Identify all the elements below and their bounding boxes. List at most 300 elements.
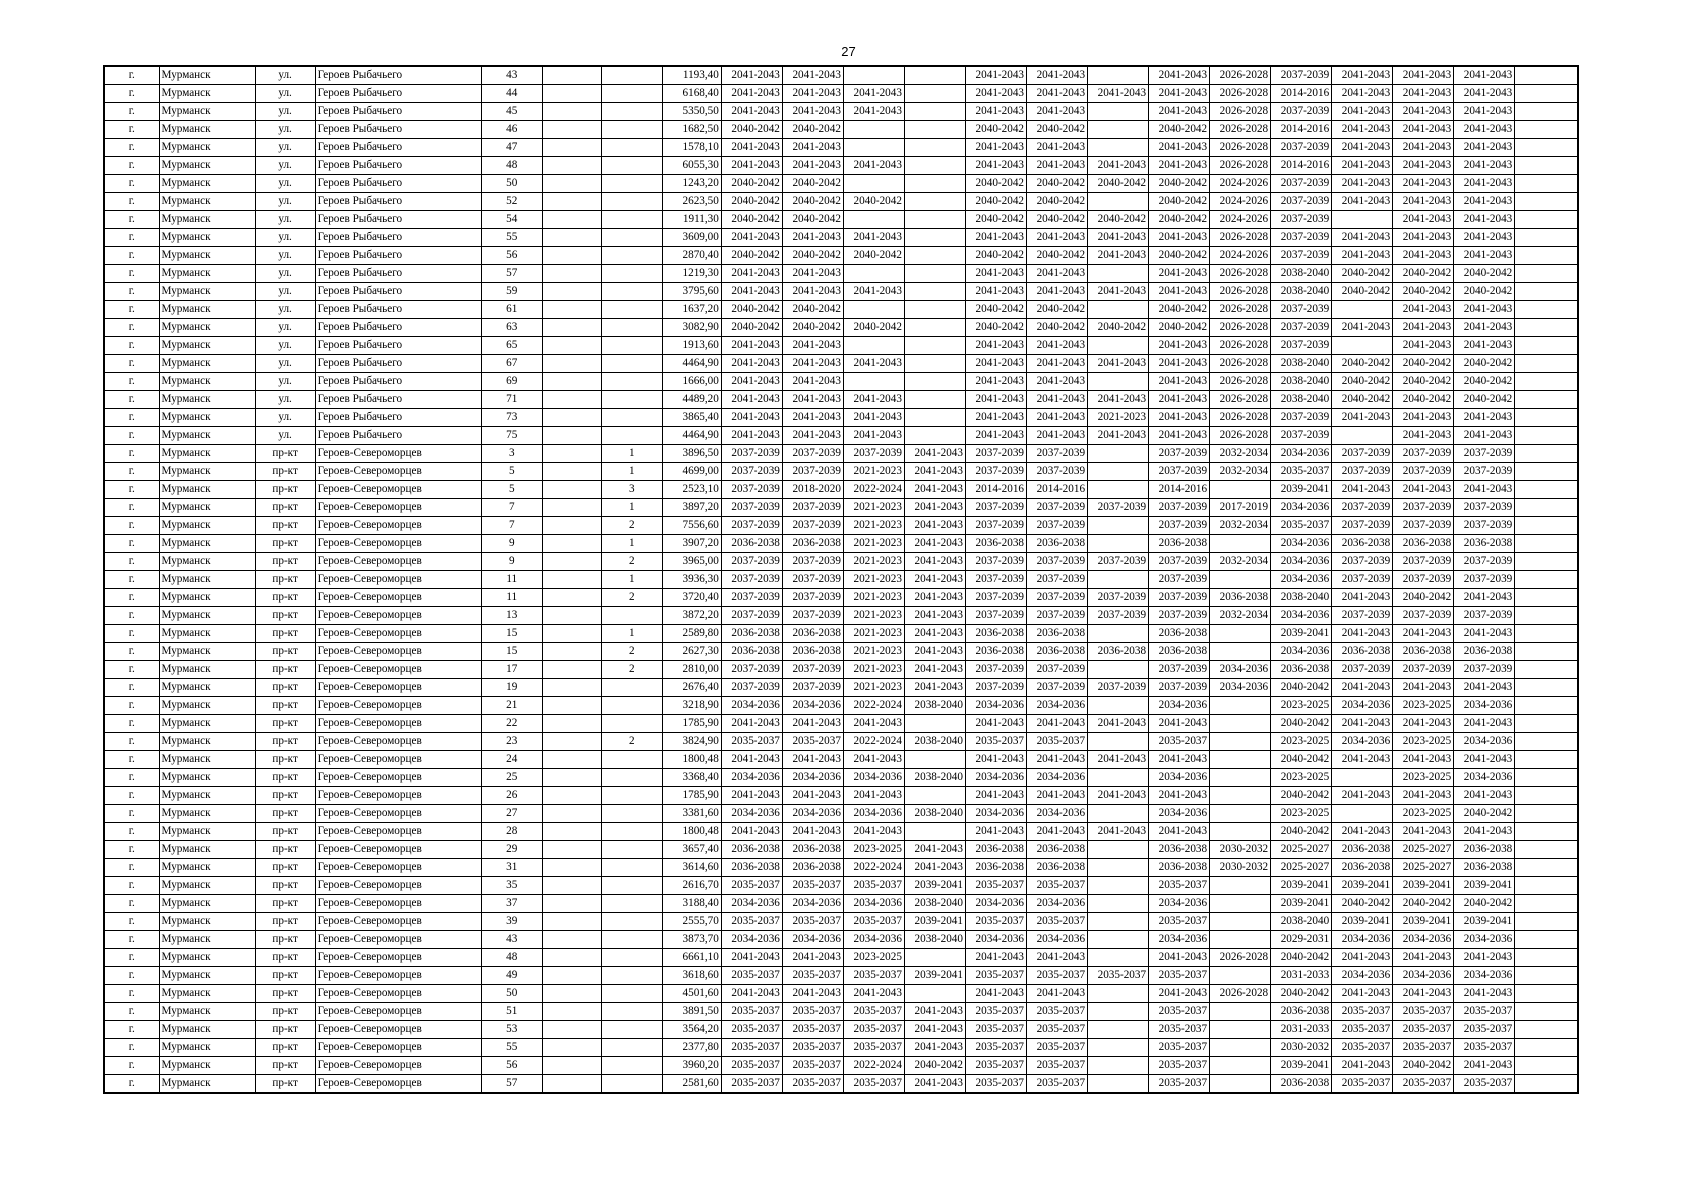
table-cell: Героев Рыбачьего bbox=[315, 247, 481, 265]
table-cell: 2040-2042 bbox=[782, 193, 843, 211]
table-cell: пр-кт bbox=[255, 949, 315, 967]
table-cell: 3824,90 bbox=[662, 733, 721, 751]
table-cell bbox=[1515, 643, 1578, 661]
table-cell: 2041-2043 bbox=[1149, 66, 1210, 85]
table-cell: 2035-2037 bbox=[782, 1075, 843, 1094]
table-cell: 2041-2043 bbox=[904, 1003, 965, 1021]
table-cell: 3564,20 bbox=[662, 1021, 721, 1039]
table-cell bbox=[542, 679, 601, 697]
table-cell: 2041-2043 bbox=[904, 589, 965, 607]
table-cell: 2589,80 bbox=[662, 625, 721, 643]
table-cell: 2041-2043 bbox=[904, 841, 965, 859]
table-cell: 2039-2041 bbox=[904, 877, 965, 895]
table-cell: 2041-2043 bbox=[721, 751, 782, 769]
table-cell bbox=[1515, 589, 1578, 607]
table-cell: 2036-2038 bbox=[721, 643, 782, 661]
table-cell: 2036-2038 bbox=[965, 859, 1026, 877]
table-cell: 2041-2043 bbox=[721, 427, 782, 445]
table-cell bbox=[904, 229, 965, 247]
table-cell: 2036-2038 bbox=[965, 643, 1026, 661]
table-cell: 2037-2039 bbox=[1454, 463, 1515, 481]
table-cell bbox=[542, 121, 601, 139]
table-row bbox=[104, 661, 1578, 679]
table-cell: 2041-2043 bbox=[904, 625, 965, 643]
table-cell: 2038-2040 bbox=[1271, 913, 1332, 931]
table-cell: 2026-2028 bbox=[1210, 103, 1271, 121]
table-cell bbox=[601, 85, 662, 103]
table-cell: 2041-2043 bbox=[904, 1021, 965, 1039]
table-cell bbox=[542, 355, 601, 373]
table-cell: 2036-2038 bbox=[1271, 661, 1332, 679]
table-cell: 2021-2023 bbox=[843, 589, 904, 607]
table-row bbox=[104, 85, 1578, 103]
table-cell: 2041-2043 bbox=[1393, 85, 1454, 103]
table-cell: ул. bbox=[255, 139, 315, 157]
table-cell: 2810,00 bbox=[662, 661, 721, 679]
table-cell: 55 bbox=[481, 1039, 542, 1057]
table-cell bbox=[1088, 121, 1149, 139]
table-cell: 2039-2041 bbox=[904, 967, 965, 985]
table-cell bbox=[542, 463, 601, 481]
table-cell: 2035-2037 bbox=[965, 1003, 1026, 1021]
table-cell: 2037-2039 bbox=[965, 553, 1026, 571]
table-cell: 44 bbox=[481, 85, 542, 103]
table-row bbox=[104, 625, 1578, 643]
table-cell bbox=[1332, 805, 1393, 823]
table-cell bbox=[1210, 697, 1271, 715]
table-cell: Героев-Североморцев bbox=[315, 571, 481, 589]
table-cell bbox=[904, 175, 965, 193]
table-cell: пр-кт bbox=[255, 823, 315, 841]
table-cell: Героев-Североморцев bbox=[315, 733, 481, 751]
table-cell: г. bbox=[104, 535, 159, 553]
table-cell: 1785,90 bbox=[662, 787, 721, 805]
table-cell: 2037-2039 bbox=[1393, 553, 1454, 571]
table-cell: 1219,30 bbox=[662, 265, 721, 283]
table-cell: 2037-2039 bbox=[1271, 409, 1332, 427]
table-cell bbox=[1088, 895, 1149, 913]
table-cell bbox=[542, 985, 601, 1003]
table-cell bbox=[843, 265, 904, 283]
table-cell: 2035-2037 bbox=[1149, 877, 1210, 895]
table-cell: 2041-2043 bbox=[782, 985, 843, 1003]
table-cell: 2040-2042 bbox=[1332, 373, 1393, 391]
table-cell: г. bbox=[104, 859, 159, 877]
table-cell: 2041-2043 bbox=[1149, 823, 1210, 841]
table-cell: 2040-2042 bbox=[1088, 319, 1149, 337]
table-cell bbox=[904, 139, 965, 157]
table-cell: 2035-2037 bbox=[721, 1075, 782, 1094]
table-cell: Мурманск bbox=[159, 139, 255, 157]
table-cell bbox=[904, 985, 965, 1003]
table-cell: 13 bbox=[481, 607, 542, 625]
table-cell: 7 bbox=[481, 499, 542, 517]
table-cell: 5350,50 bbox=[662, 103, 721, 121]
table-cell: 2041-2043 bbox=[965, 985, 1026, 1003]
table-cell: 23 bbox=[481, 733, 542, 751]
table-cell: 2039-2041 bbox=[1393, 913, 1454, 931]
table-cell: 2041-2043 bbox=[1149, 139, 1210, 157]
table-cell bbox=[542, 301, 601, 319]
table-cell: 2041-2043 bbox=[965, 751, 1026, 769]
table-cell: 2041-2043 bbox=[1332, 787, 1393, 805]
table-cell: 2023-2025 bbox=[1393, 733, 1454, 751]
table-cell: 2040-2042 bbox=[1454, 355, 1515, 373]
table-cell: 2040-2042 bbox=[721, 211, 782, 229]
table-cell: 2026-2028 bbox=[1210, 391, 1271, 409]
table-cell: 2041-2043 bbox=[904, 859, 965, 877]
table-cell: 3873,70 bbox=[662, 931, 721, 949]
table-cell: 1682,50 bbox=[662, 121, 721, 139]
table-cell: 2040-2042 bbox=[1149, 175, 1210, 193]
table-cell bbox=[1332, 211, 1393, 229]
table-cell: 2026-2028 bbox=[1210, 427, 1271, 445]
table-cell bbox=[601, 931, 662, 949]
table-cell: 2036-2038 bbox=[782, 643, 843, 661]
table-cell bbox=[1515, 265, 1578, 283]
table-cell: 2041-2043 bbox=[1149, 355, 1210, 373]
table-cell bbox=[1515, 157, 1578, 175]
table-cell bbox=[1515, 859, 1578, 877]
table-cell: г. bbox=[104, 913, 159, 931]
table-cell: 2036-2038 bbox=[1332, 841, 1393, 859]
table-cell: 2041-2043 bbox=[721, 337, 782, 355]
table-cell bbox=[1332, 769, 1393, 787]
table-cell: 2035-2037 bbox=[1332, 1021, 1393, 1039]
table-cell: 2037-2039 bbox=[1271, 139, 1332, 157]
table-cell: 2041-2043 bbox=[904, 607, 965, 625]
table-cell: Героев-Североморцев bbox=[315, 445, 481, 463]
table-cell: 2034-2036 bbox=[1271, 643, 1332, 661]
table-cell bbox=[904, 391, 965, 409]
table-cell: г. bbox=[104, 121, 159, 139]
table-cell: г. bbox=[104, 85, 159, 103]
table-cell bbox=[542, 697, 601, 715]
table-row bbox=[104, 733, 1578, 751]
table-cell: 2014-2016 bbox=[1271, 85, 1332, 103]
table-cell: 2035-2037 bbox=[1332, 1075, 1393, 1094]
table-cell: 2037-2039 bbox=[782, 445, 843, 463]
table-cell: 2014-2016 bbox=[1027, 481, 1088, 499]
table-cell bbox=[542, 193, 601, 211]
table-cell bbox=[1088, 1021, 1149, 1039]
table-cell: 2021-2023 bbox=[843, 643, 904, 661]
table-cell: 2037-2039 bbox=[1393, 463, 1454, 481]
table-cell: 2041-2043 bbox=[1027, 337, 1088, 355]
table-cell: 2627,30 bbox=[662, 643, 721, 661]
table-cell: 2040-2042 bbox=[1271, 715, 1332, 733]
table-cell: Героев Рыбачьего bbox=[315, 283, 481, 301]
table-cell bbox=[1088, 625, 1149, 643]
table-cell bbox=[1515, 229, 1578, 247]
table-cell: 56 bbox=[481, 247, 542, 265]
table-cell bbox=[542, 481, 601, 499]
table-cell: 2034-2036 bbox=[1149, 805, 1210, 823]
table-cell: 2036-2038 bbox=[782, 625, 843, 643]
table-cell: 2026-2028 bbox=[1210, 337, 1271, 355]
table-cell: ул. bbox=[255, 229, 315, 247]
table-cell: 2037-2039 bbox=[1332, 445, 1393, 463]
table-cell: 2037-2039 bbox=[782, 661, 843, 679]
table-cell: 2040-2042 bbox=[1027, 301, 1088, 319]
table-cell: 2377,80 bbox=[662, 1039, 721, 1057]
table-cell bbox=[601, 175, 662, 193]
table-cell: 2041-2043 bbox=[1393, 427, 1454, 445]
table-cell: 2025-2027 bbox=[1393, 859, 1454, 877]
table-cell bbox=[1088, 1039, 1149, 1057]
table-cell: 2034-2036 bbox=[965, 769, 1026, 787]
table-cell: 3609,00 bbox=[662, 229, 721, 247]
table-cell: 2036-2038 bbox=[1332, 643, 1393, 661]
table-cell: 2040-2042 bbox=[1393, 589, 1454, 607]
table-cell: 2037-2039 bbox=[1393, 607, 1454, 625]
table-cell: 2041-2043 bbox=[1454, 751, 1515, 769]
table-cell: 2041-2043 bbox=[1454, 103, 1515, 121]
table-cell: 2037-2039 bbox=[1149, 445, 1210, 463]
table-cell: 2041-2043 bbox=[1454, 229, 1515, 247]
table-cell: 2616,70 bbox=[662, 877, 721, 895]
table-cell: 26 bbox=[481, 787, 542, 805]
table-cell: ул. bbox=[255, 211, 315, 229]
table-cell: Героев-Североморцев bbox=[315, 535, 481, 553]
table-cell: 2041-2043 bbox=[782, 823, 843, 841]
table-cell: 2037-2039 bbox=[965, 589, 1026, 607]
table-cell: 2035-2037 bbox=[965, 1057, 1026, 1075]
table-cell: пр-кт bbox=[255, 877, 315, 895]
table-cell: 2038-2040 bbox=[904, 733, 965, 751]
table-cell bbox=[542, 499, 601, 517]
table-cell: пр-кт bbox=[255, 661, 315, 679]
table-cell bbox=[1088, 481, 1149, 499]
table-cell: 2041-2043 bbox=[782, 265, 843, 283]
table-cell: г. bbox=[104, 139, 159, 157]
table-cell: г. bbox=[104, 661, 159, 679]
table-cell: г. bbox=[104, 823, 159, 841]
table-cell: 2041-2043 bbox=[721, 229, 782, 247]
table-cell bbox=[601, 697, 662, 715]
table-cell: г. bbox=[104, 643, 159, 661]
table-cell: 2040-2042 bbox=[1149, 301, 1210, 319]
table-cell: 2040-2042 bbox=[965, 193, 1026, 211]
table-cell: 69 bbox=[481, 373, 542, 391]
table-cell: 2035-2037 bbox=[1454, 1021, 1515, 1039]
table-cell: ул. bbox=[255, 85, 315, 103]
table-cell: 75 bbox=[481, 427, 542, 445]
table-cell: 4464,90 bbox=[662, 355, 721, 373]
table-cell bbox=[904, 949, 965, 967]
table-cell bbox=[1088, 103, 1149, 121]
table-cell bbox=[1515, 103, 1578, 121]
table-cell: 2041-2043 bbox=[965, 265, 1026, 283]
table-row bbox=[104, 895, 1578, 913]
table-cell: 57 bbox=[481, 1075, 542, 1094]
table-cell: 2041-2043 bbox=[1332, 85, 1393, 103]
table-cell: 2041-2043 bbox=[721, 355, 782, 373]
table-cell: 2026-2028 bbox=[1210, 121, 1271, 139]
table-row bbox=[104, 211, 1578, 229]
table-cell: 2035-2037 bbox=[782, 733, 843, 751]
table-cell: 2040-2042 bbox=[1271, 823, 1332, 841]
table-cell: г. bbox=[104, 229, 159, 247]
table-cell: ул. bbox=[255, 319, 315, 337]
table-cell: 2041-2043 bbox=[1454, 247, 1515, 265]
table-cell bbox=[1088, 445, 1149, 463]
table-cell: Мурманск bbox=[159, 985, 255, 1003]
table-cell: 2037-2039 bbox=[782, 553, 843, 571]
table-cell: 2026-2028 bbox=[1210, 301, 1271, 319]
table-row bbox=[104, 301, 1578, 319]
table-cell: 2041-2043 bbox=[1027, 66, 1088, 85]
table-cell: Героев-Североморцев bbox=[315, 751, 481, 769]
table-cell bbox=[1088, 517, 1149, 535]
table-cell: 2026-2028 bbox=[1210, 85, 1271, 103]
table-cell: 2041-2043 bbox=[843, 229, 904, 247]
table-cell bbox=[904, 751, 965, 769]
table-cell bbox=[1210, 751, 1271, 769]
table-cell: 2041-2043 bbox=[782, 751, 843, 769]
table-cell bbox=[843, 373, 904, 391]
table-cell: 2041-2043 bbox=[782, 283, 843, 301]
table-row bbox=[104, 121, 1578, 139]
table-cell: Мурманск bbox=[159, 859, 255, 877]
table-cell: 2041-2043 bbox=[782, 391, 843, 409]
table-cell bbox=[1515, 427, 1578, 445]
table-cell: 2036-2038 bbox=[1027, 625, 1088, 643]
table-cell: 2041-2043 bbox=[782, 66, 843, 85]
table-cell: Героев-Североморцев bbox=[315, 643, 481, 661]
table-cell bbox=[542, 1039, 601, 1057]
table-cell: 2041-2043 bbox=[1149, 283, 1210, 301]
table-cell: 2034-2036 bbox=[1027, 697, 1088, 715]
table-cell bbox=[542, 805, 601, 823]
table-cell: Героев-Североморцев bbox=[315, 787, 481, 805]
table-row bbox=[104, 391, 1578, 409]
table-cell: 2035-2037 bbox=[965, 877, 1026, 895]
table-cell: Героев-Североморцев bbox=[315, 607, 481, 625]
table-cell: 2035-2037 bbox=[1149, 1057, 1210, 1075]
table-cell: 2035-2037 bbox=[721, 1039, 782, 1057]
table-cell: 2037-2039 bbox=[1027, 553, 1088, 571]
table-cell: 67 bbox=[481, 355, 542, 373]
table-cell: 2041-2043 bbox=[1393, 301, 1454, 319]
table-cell bbox=[1515, 895, 1578, 913]
table-cell bbox=[601, 283, 662, 301]
table-cell bbox=[1515, 553, 1578, 571]
table-cell: 2034-2036 bbox=[721, 895, 782, 913]
table-cell bbox=[1515, 193, 1578, 211]
table-cell: 2041-2043 bbox=[843, 157, 904, 175]
table-cell: Героев Рыбачьего bbox=[315, 373, 481, 391]
table-cell: пр-кт bbox=[255, 445, 315, 463]
table-cell: 2035-2037 bbox=[843, 877, 904, 895]
table-cell bbox=[542, 931, 601, 949]
table-cell: г. bbox=[104, 391, 159, 409]
table-cell: 2041-2043 bbox=[1454, 787, 1515, 805]
table-cell: 2037-2039 bbox=[1271, 427, 1332, 445]
table-cell bbox=[1088, 913, 1149, 931]
table-cell: 2034-2036 bbox=[1027, 931, 1088, 949]
table-cell: 3897,20 bbox=[662, 499, 721, 517]
table-cell: 22 bbox=[481, 715, 542, 733]
table-cell: 1578,10 bbox=[662, 139, 721, 157]
table-cell: 2041-2043 bbox=[1454, 193, 1515, 211]
table-cell: 1 bbox=[601, 535, 662, 553]
table-cell: 2041-2043 bbox=[1149, 391, 1210, 409]
table-cell: 21 bbox=[481, 697, 542, 715]
table-cell: 3965,00 bbox=[662, 553, 721, 571]
table-cell: Героев Рыбачьего bbox=[315, 193, 481, 211]
table-cell: 2040-2042 bbox=[721, 247, 782, 265]
table-row bbox=[104, 571, 1578, 589]
table-cell: 2040-2042 bbox=[721, 121, 782, 139]
table-cell: Мурманск bbox=[159, 1003, 255, 1021]
table-cell: 2040-2042 bbox=[1393, 265, 1454, 283]
table-cell bbox=[904, 211, 965, 229]
table-cell: Мурманск bbox=[159, 391, 255, 409]
table-cell: Героев Рыбачьего bbox=[315, 409, 481, 427]
table-cell: 2041-2043 bbox=[1454, 715, 1515, 733]
table-cell: г. bbox=[104, 481, 159, 499]
table-cell bbox=[1088, 841, 1149, 859]
table-cell: 2041-2043 bbox=[1027, 103, 1088, 121]
table-cell: 2041-2043 bbox=[965, 283, 1026, 301]
table-cell: 2041-2043 bbox=[721, 139, 782, 157]
table-cell: 24 bbox=[481, 751, 542, 769]
table-cell: 2024-2026 bbox=[1210, 175, 1271, 193]
table-cell: 2024-2026 bbox=[1210, 211, 1271, 229]
table-cell: 17 bbox=[481, 661, 542, 679]
table-cell: Мурманск bbox=[159, 445, 255, 463]
table-cell: 2034-2036 bbox=[843, 805, 904, 823]
table-cell: 2041-2043 bbox=[1149, 715, 1210, 733]
table-cell bbox=[601, 355, 662, 373]
table-cell: Героев Рыбачьего bbox=[315, 139, 481, 157]
table-cell bbox=[1515, 355, 1578, 373]
table-cell: 2035-2037 bbox=[1027, 733, 1088, 751]
table-cell: 2041-2043 bbox=[1332, 157, 1393, 175]
table-row bbox=[104, 373, 1578, 391]
table-cell: 4464,90 bbox=[662, 427, 721, 445]
table-cell: 2034-2036 bbox=[1149, 769, 1210, 787]
table-cell bbox=[904, 121, 965, 139]
table-cell: 2041-2043 bbox=[1088, 715, 1149, 733]
table-cell bbox=[904, 157, 965, 175]
table-cell: 65 bbox=[481, 337, 542, 355]
table-cell: г. bbox=[104, 463, 159, 481]
table-cell: 31 bbox=[481, 859, 542, 877]
table-cell: 2037-2039 bbox=[721, 571, 782, 589]
table-cell: 2038-2040 bbox=[904, 697, 965, 715]
table-cell: пр-кт bbox=[255, 913, 315, 931]
table-cell bbox=[1210, 625, 1271, 643]
table-cell: 2041-2043 bbox=[904, 553, 965, 571]
table-cell: 2035-2037 bbox=[721, 1003, 782, 1021]
table-cell: Мурманск bbox=[159, 823, 255, 841]
table-cell: г. bbox=[104, 319, 159, 337]
table-cell: 15 bbox=[481, 643, 542, 661]
table-cell: 2041-2043 bbox=[782, 373, 843, 391]
table-cell: 3218,90 bbox=[662, 697, 721, 715]
table-cell bbox=[1515, 931, 1578, 949]
table-cell: 2038-2040 bbox=[1271, 391, 1332, 409]
table-cell: ул. bbox=[255, 121, 315, 139]
table-cell bbox=[601, 229, 662, 247]
table-cell: 2041-2043 bbox=[904, 1039, 965, 1057]
table-cell bbox=[601, 967, 662, 985]
table-cell: 2037-2039 bbox=[721, 481, 782, 499]
table-cell: 2041-2043 bbox=[1149, 949, 1210, 967]
table-cell: Героев-Североморцев bbox=[315, 1057, 481, 1075]
